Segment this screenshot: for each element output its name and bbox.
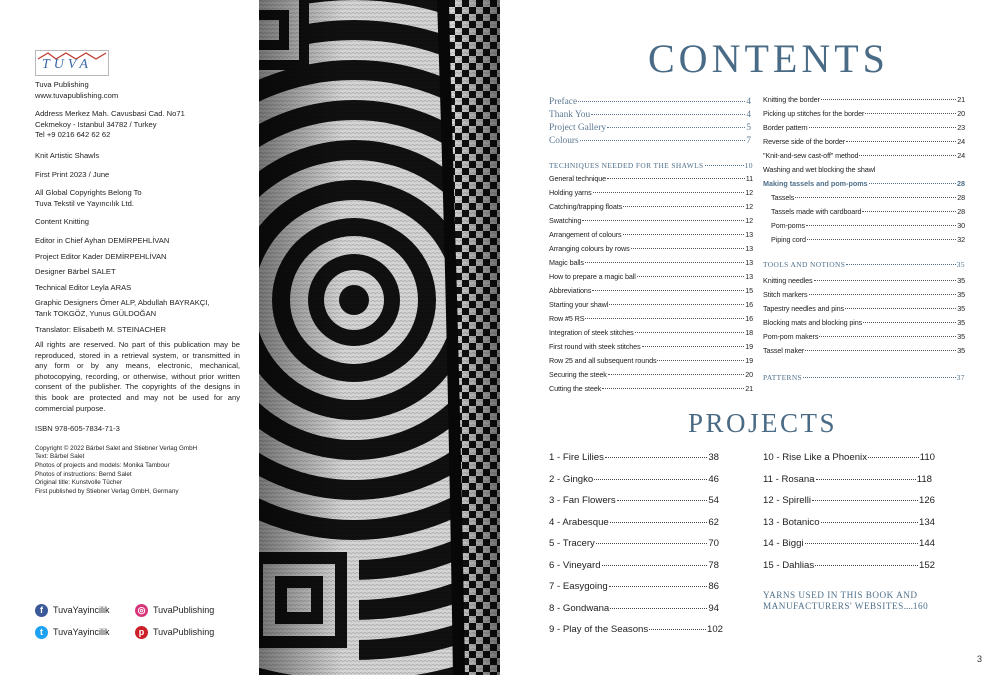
- graphic-designers-2: Tarık TOKGÖZ, Yunus GÜLDOĞAN: [35, 308, 157, 318]
- toc-entry[interactable]: Project Gallery 5: [549, 123, 751, 133]
- address-line-1: Address Merkez Mah. Cavusbasi Cad. No71: [35, 109, 185, 119]
- toc-entry[interactable]: Picking up stitches for the border 20: [763, 109, 965, 118]
- toc-entry[interactable]: Border pattern 23: [763, 123, 965, 132]
- pinterest-link[interactable]: [135, 625, 214, 639]
- first-print: First Print 2023 / June: [35, 169, 110, 179]
- credit-line: First published by Stiebner Verlag GmbH, Germany: [35, 487, 179, 495]
- toc-entry[interactable]: Tassels made with cardboard 28: [771, 207, 965, 216]
- toc-entry[interactable]: Colours 7: [549, 136, 751, 146]
- project-entry[interactable]: 12 - Spirelli 126: [763, 495, 935, 506]
- yarns-page: 160: [912, 600, 929, 611]
- tassels-section: [763, 179, 965, 191]
- tool-items-list: [763, 276, 965, 360]
- credit-line: Photos of instructions: Bernd Salet: [35, 470, 132, 478]
- toc-entry[interactable]: Abbreviations 15: [549, 286, 753, 295]
- publisher-website: www.tuvapublishing.com: [35, 90, 119, 100]
- toc-entry[interactable]: Arranging colours by rows 13: [549, 244, 753, 253]
- project-entry[interactable]: 8 - Gondwana 94: [549, 602, 719, 614]
- twitter-link[interactable]: [35, 625, 110, 639]
- toc-entry[interactable]: Tassel maker 35: [763, 346, 965, 355]
- publisher-logo: [35, 50, 109, 76]
- toc-entry[interactable]: Row #5 RS 16: [549, 314, 753, 323]
- yarns-line-1: YARNS USED IN THIS BOOK AND: [763, 590, 918, 600]
- facebook-link[interactable]: [35, 603, 110, 617]
- toc-entry[interactable]: Piping cord 32: [771, 235, 965, 244]
- twitter-icon: t: [35, 626, 48, 639]
- concentric-knit-pattern-image: [259, 0, 500, 675]
- toc-entry[interactable]: Pom-poms 30: [771, 221, 965, 230]
- toc-section-heading[interactable]: PATTERNS 37: [763, 373, 965, 382]
- toc-entry[interactable]: Arrangement of colours 13: [549, 230, 753, 239]
- technique-items-list: [549, 174, 753, 424]
- toc-entry[interactable]: Row 25 and all subsequent rounds 19: [549, 356, 753, 365]
- toc-entry[interactable]: Catching/trapping floats 12: [549, 202, 753, 211]
- toc-entry[interactable]: Stitch markers 35: [763, 290, 965, 299]
- toc-entry[interactable]: Holding yarns 12: [549, 188, 753, 197]
- project-entry[interactable]: 2 - Gingko 46: [549, 473, 719, 485]
- projects-list-left: [549, 452, 723, 642]
- toc-entry[interactable]: Thank You 4: [549, 110, 751, 120]
- address-line-2: Cekmekoy - Istanbul 34782 / Turkey: [35, 119, 157, 129]
- book-title: Knit Artistic Shawls: [35, 150, 100, 160]
- project-entry[interactable]: 1 - Fire Lilies 38: [549, 452, 719, 463]
- toc-entry[interactable]: Swatching 12: [549, 216, 753, 225]
- pinterest-handle: TuvaPublishing: [153, 627, 215, 637]
- facebook-icon: f: [35, 604, 48, 617]
- toc-entry[interactable]: Washing and wet blocking the shawl: [763, 165, 876, 174]
- instagram-handle: TuvaPublishing: [153, 605, 215, 615]
- toc-entry[interactable]: Starting your shawl 16: [549, 300, 753, 309]
- imprint-column: [35, 50, 240, 496]
- toc-entry[interactable]: Tassels 28: [771, 193, 965, 202]
- phone: Tel +9 0216 642 62 62: [35, 130, 111, 140]
- toc-entry[interactable]: Preface 4: [549, 97, 751, 107]
- copyright-line-2: Tuva Tekstil ve Yayıncılık Ltd.: [35, 198, 134, 208]
- toc-entry[interactable]: Cutting the steek 21: [549, 384, 753, 393]
- toc-entry[interactable]: Pom-pom makers 35: [763, 332, 965, 341]
- toc-entry[interactable]: Tapestry needles and pins 35: [763, 304, 965, 313]
- project-entry[interactable]: 7 - Easygoing 86: [549, 581, 719, 592]
- credit-line: Photos of projects and models: Monika Tambour: [35, 462, 170, 470]
- patterns-section: [763, 373, 965, 385]
- toc-entry[interactable]: How to prepare a magic ball 13: [549, 272, 753, 281]
- page-number: 3: [977, 654, 983, 664]
- toc-section-heading[interactable]: TOOLS AND NOTIONS 35: [763, 260, 965, 269]
- tools-section: [763, 260, 965, 272]
- project-entry[interactable]: 15 - Dahlias 152: [763, 559, 935, 571]
- yarns-entry[interactable]: [763, 590, 963, 611]
- translator: Translator: Elisabeth M. STEINACHER: [35, 324, 166, 334]
- project-editor: Project Editor Kader DEMİRPEHLİVAN: [35, 251, 167, 261]
- rights-notice: All rights are reserved. No part of this publication may be reproduced, stored in a retrieval system, or transmitted in any form or by any means, electronic, mechanical, photocopying, recording, or otherwise, without prior written consent of the publisher. The copyrights of the designs in this book are protected and may not be used for any commercial purpose.: [35, 340, 240, 413]
- graphic-designers-1: Graphic Designers Ömer ALP, Abdullah BAYRAKÇI,: [35, 298, 210, 308]
- toc-entry[interactable]: First round with steek stitches 19: [549, 342, 753, 351]
- copyright-line-1: All Global Copyrights Belong To: [35, 188, 142, 198]
- toc-section-heading[interactable]: TECHNIQUES NEEDED FOR THE SHAWLS 10: [549, 161, 753, 170]
- project-entry[interactable]: 3 - Fan Flowers 54: [549, 495, 719, 506]
- toc-section-heading[interactable]: Making tassels and pom-poms 28: [763, 179, 965, 188]
- credit-line: Text: Bärbel Salet: [35, 453, 85, 461]
- project-entry[interactable]: 10 - Rise Like a Phoenix 110: [763, 452, 935, 463]
- toc-entry[interactable]: Magic balls 13: [549, 258, 753, 267]
- knitted-shawl-photo: [259, 0, 500, 675]
- toc-entry[interactable]: Reverse side of the border 24: [763, 137, 965, 146]
- project-entry[interactable]: 5 - Tracery 70: [549, 538, 719, 549]
- toc-entry[interactable]: Blocking mats and blocking pins 35: [763, 318, 965, 327]
- toc-entry[interactable]: "Knit-and-sew cast-off" method 24: [763, 151, 965, 160]
- project-entry[interactable]: 14 - Biggi 144: [763, 538, 935, 549]
- pinterest-icon: p: [135, 626, 148, 639]
- credit-line: Original title: Kunstvolle Tücher: [35, 479, 123, 487]
- toc-entry[interactable]: Knitting needles 35: [763, 276, 965, 285]
- yarns-line-2: MANUFACTURERS' WEBSITES....160: [763, 600, 929, 611]
- project-entry[interactable]: 9 - Play of the Seasons 102: [549, 624, 723, 635]
- toc-entry[interactable]: Knitting the border 21: [763, 95, 965, 104]
- projects-title: PROJECTS: [688, 408, 838, 438]
- logo-text: TUVA: [42, 57, 92, 72]
- credit-line: Copyright © 2022 Bärbel Salet and Stiebner Verlag GmbH: [35, 444, 198, 452]
- project-entry[interactable]: 4 - Arabesque 62: [549, 516, 719, 528]
- designer: Designer Bärbel SALET: [35, 267, 116, 277]
- publisher-name: Tuva Publishing: [35, 80, 89, 89]
- isbn: ISBN 978-605-7834-71-3: [35, 424, 120, 434]
- twitter-handle: TuvaYayincilik: [53, 627, 110, 637]
- projects-list-right: [763, 452, 938, 582]
- toc-entry[interactable]: Integration of steek stitches 18: [549, 328, 753, 337]
- front-matter-list: [549, 97, 751, 149]
- project-entry[interactable]: 11 - Rosana 118: [763, 473, 932, 485]
- facebook-handle: TuvaYayincilik: [53, 605, 110, 615]
- toc-entry[interactable]: Securing the steek 20: [549, 370, 753, 379]
- technical-editor: Technical Editor Leyla ARAS: [35, 282, 132, 292]
- toc-entry[interactable]: General technique 11: [549, 174, 753, 183]
- instagram-icon: ◎: [135, 604, 148, 617]
- border-items-list: [763, 95, 965, 175]
- techniques-section: [549, 161, 753, 173]
- content-category: Content Knitting: [35, 217, 90, 227]
- instagram-link[interactable]: [135, 603, 214, 617]
- contents-title: CONTENTS: [648, 36, 889, 81]
- tassel-items-list: [771, 193, 965, 249]
- project-entry[interactable]: 13 - Botanico 134: [763, 516, 935, 528]
- editor-in-chief: Editor in Chief Ayhan DEMİRPEHLİVAN: [35, 235, 170, 245]
- project-entry[interactable]: 6 - Vineyard 78: [549, 559, 719, 571]
